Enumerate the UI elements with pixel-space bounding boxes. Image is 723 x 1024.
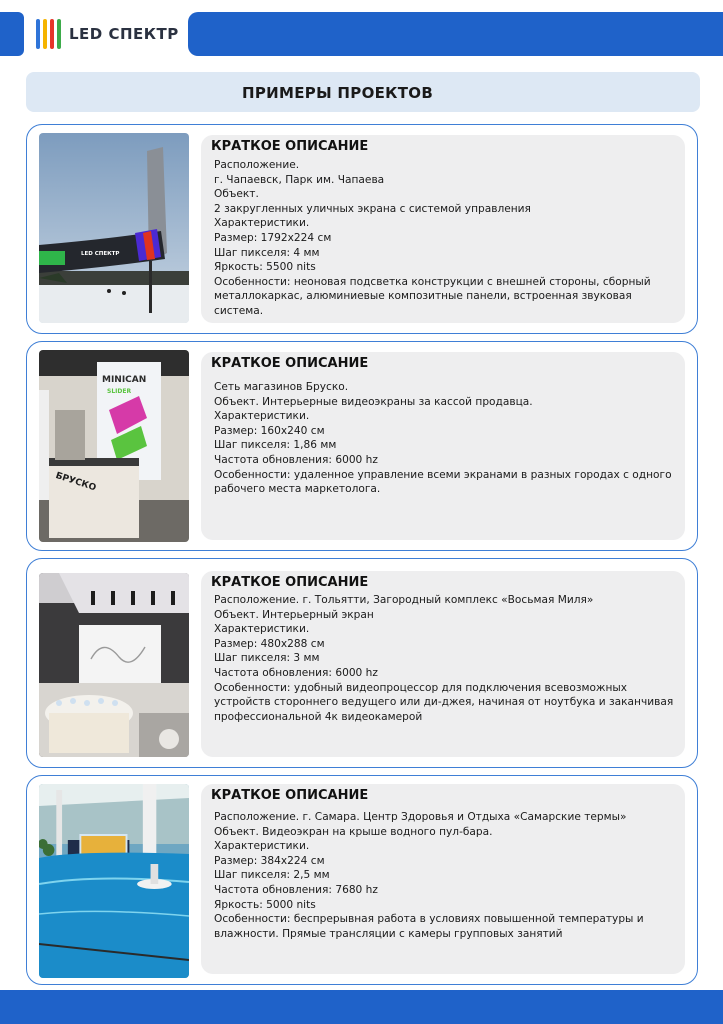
description-box [201,135,685,323]
description-text [214,158,677,319]
header-bar-right [188,12,723,56]
photo-counter-text: БРУСКО [54,470,98,494]
header-bar-left [0,12,24,56]
photo-screen-text: SLIDER [107,388,132,395]
description-box [201,352,685,540]
description-line: Размер: 480х288 см [214,637,325,650]
description-line: Размер: 1792х224 см [214,231,332,244]
description-line: Сеть магазинов Бруско. [214,381,349,393]
project-card [26,775,698,985]
photo-sign-text: LED СПЕКТР [81,251,120,257]
description-line: Шаг пикселя: 2,5 мм [214,869,330,882]
description-heading: КРАТКОЕ ОПИСАНИЕ [211,356,369,371]
project-card [26,341,698,551]
description-box [201,784,685,974]
description-line: Характеристики. [214,217,310,230]
description-line: 2 закругленных уличных экрана с системой управления [214,202,531,215]
project-photo [39,133,189,323]
description-line: Расположение. г. Самара. Центр Здоровья и Отдыха «Самарские термы» [214,811,627,823]
page-title: ПРИМЕРЫ ПРОЕКТОВ [242,84,434,102]
project-photo [39,573,189,757]
logo-text: LED СПЕКТР [69,25,179,43]
description-line: Частота обновления: 6000 hz [214,453,378,466]
description-line: Частота обновления: 7680 hz [214,883,378,896]
description-heading: КРАТКОЕ ОПИСАНИЕ [211,575,369,590]
project-photo [39,784,189,978]
description-line: Расположение. [214,159,300,171]
project-card [26,558,698,768]
description-line: Особенности: удаленное управление всеми экранами в разных городах с одного рабочего места маркетолога. [214,468,675,496]
title-band [26,72,700,112]
description-line: Яркость: 5000 nits [214,898,316,911]
photo-screen-text: MINICAN [102,375,147,385]
description-line: Особенности: беспрерывная работа в условиях повышенной температуры и влажности. Прямые трансляции с камеры групповых занятий [214,913,648,940]
description-heading: КРАТКОЕ ОПИСАНИЕ [211,139,369,154]
description-line: Размер: 384х224 см [214,854,325,867]
project-photo [39,350,189,542]
description-line: г. Чапаевск, Парк им. Чапаева [214,173,385,186]
description-line: Объект. [214,188,259,201]
description-heading: КРАТКОЕ ОПИСАНИЕ [211,788,369,803]
description-text [214,380,677,497]
description-line: Особенности: удобный видеопроцессор для подключения всевозможных устройств стороннего ведущего или ди-джея, начиная от ноутбука и заканчивая профессиональной 4к видеокамерой [214,681,677,723]
description-line: Объект. Интерьерные видеоэкраны за кассой продавца. [214,395,533,408]
description-line: Шаг пикселя: 1,86 мм [214,439,337,452]
logo [36,16,179,52]
description-text [214,810,677,941]
description-line: Объект. Интерьерный экран [214,608,374,621]
description-box [201,571,685,757]
footer-bar [0,990,723,1024]
description-line: Объект. Видеоэкран на крыше водного пул-бара. [214,825,493,838]
logo-icon [36,19,61,49]
description-line: Частота обновления: 6000 hz [214,666,378,679]
description-line: Особенности: неоновая подсветка конструкции с внешней стороны, сборный металлокаркас, алюминиевые композитные панели, встроенная звуковая система. [214,275,655,317]
description-text [214,593,677,724]
description-line: Расположение. г. Тольятти, Загородный комплекс «Восьмая Миля» [214,594,594,606]
description-line: Характеристики. [214,410,310,423]
description-line: Характеристики. [214,623,310,636]
description-line: Шаг пикселя: 4 мм [214,246,320,259]
description-line: Яркость: 5500 nits [214,261,316,274]
description-line: Характеристики. [214,840,310,853]
description-line: Размер: 160х240 см [214,424,325,437]
description-line: Шаг пикселя: 3 мм [214,652,320,665]
project-card [26,124,698,334]
